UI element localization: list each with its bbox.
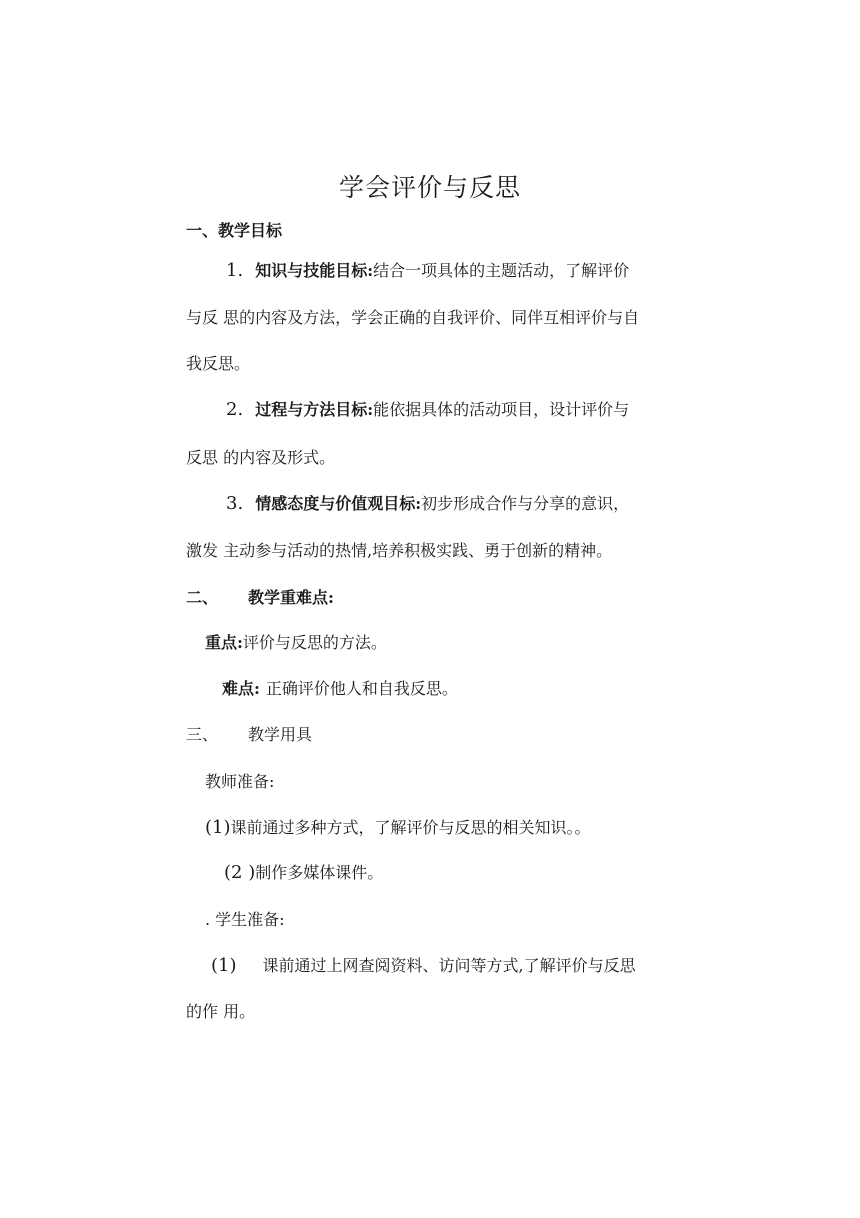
teacher-prep-label: 教师准备: [205,772,275,791]
objective-3-text: 初步形成合作与分享的意识， [421,494,630,513]
objective-3-label: 情感态度与价值观目标: [255,494,422,513]
objective-1-number: 1. [226,260,244,281]
section-heading-tools [186,724,312,746]
key-point-line [205,632,387,654]
objective-3-number: 3. [226,493,244,514]
section-heading-key-points [186,587,334,609]
key-point-text: 评价与反思的方法。 [242,633,387,652]
section-heading-objectives: 一、教学目标 [186,221,283,240]
objective-3-first-line [226,493,629,515]
objective-1-line-3: 我反思。 [186,354,251,373]
student-item-1-number: (1) [211,955,237,976]
student-item-1 [211,955,636,977]
objective-1-text: 结合一项具体的主题活动，了解评价 [373,261,630,280]
difficulty-line [222,678,458,700]
student-item-1-line-2: 的作 用。 [186,1002,256,1021]
section-3-number: 三、 [186,725,219,744]
teacher-item-1-number: (1) [205,817,231,838]
key-point-label: 重点: [205,633,243,652]
student-prep-label: . 学生准备: [205,910,285,929]
document-title: 学会评价与反思 [338,173,521,202]
difficulty-text: 正确评价他人和自我反思。 [265,679,458,698]
teacher-item-1 [205,817,591,839]
teacher-item-2-number: (2 ) [224,862,256,883]
teacher-item-1-text: 课前通过多种方式，了解评价与反思的相关知识。。 [230,818,591,837]
objective-1-label: 知识与技能目标: [255,261,374,280]
student-item-1-text: 课前通过上网查阅资料、访问等方式,了解评价与反思 [262,956,636,975]
objective-3-line-2: 激发 主动参与活动的热情,培养积极实践、勇于创新的精神。 [186,541,613,560]
objective-1-line-2: 与反 思的内容及方法，学会正确的自我评价、同伴互相评价与自 [186,308,640,327]
teacher-item-2-text: 制作多媒体课件。 [255,863,384,882]
objective-1-first-line [226,260,629,282]
difficulty-label: 难点: [222,679,260,698]
objective-2-text: 能依据具体的活动项目，设计评价与 [373,400,630,419]
section-2-number: 二、 [186,588,219,607]
teacher-item-2 [224,862,383,884]
objective-2-label: 过程与方法目标: [255,400,374,419]
section-2-heading: 教学重难点: [248,588,334,607]
objective-2-line-2: 反思 的内容及形式。 [186,448,336,467]
objective-2-number: 2. [226,399,244,420]
section-3-heading: 教学用具 [248,725,313,744]
objective-2-first-line [226,399,629,421]
